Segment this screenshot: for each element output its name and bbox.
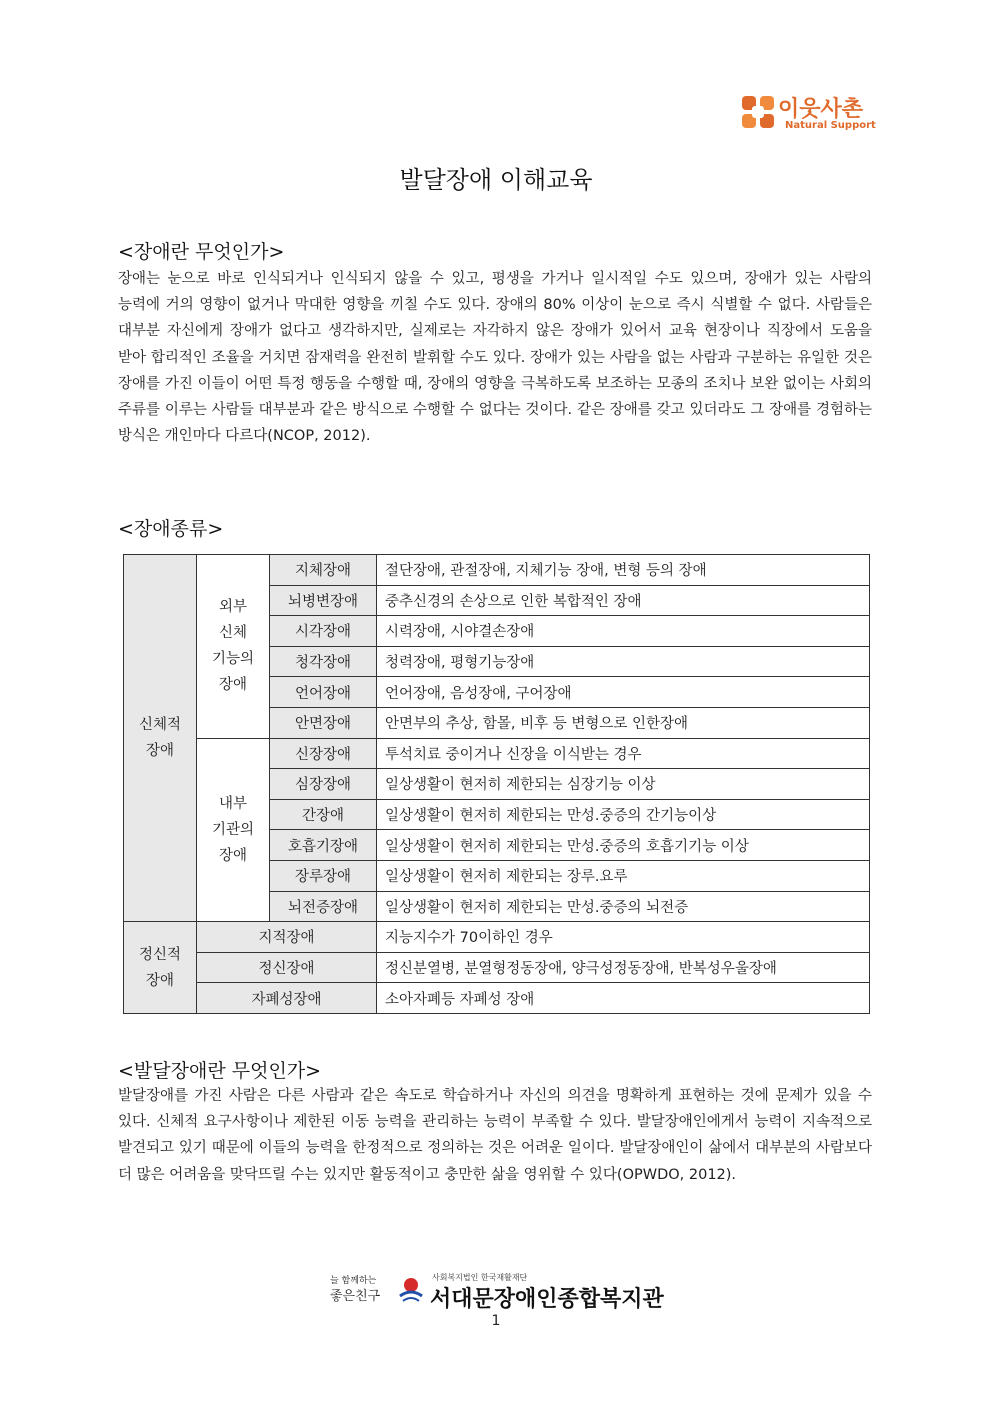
desc-cell: 절단장애, 관절장애, 지체기능 장애, 변형 등의 장애 [377, 555, 870, 586]
type-cell: 안면장애 [270, 707, 377, 738]
disability-types-table [123, 554, 870, 1014]
table-row [124, 983, 870, 1014]
desc-cell: 일상생활이 현저히 제한되는 만성.중증의 호흡기기능 이상 [377, 830, 870, 861]
slogan: 늘 함께하는 좋은친구 [330, 1276, 381, 1304]
page-number: 1 [491, 1313, 501, 1329]
section-heading-what-is-developmental-disability: <발달장애란 무엇인가> [118, 1060, 322, 1082]
desc-cell: 지능지수가 70이하인 경우 [377, 922, 870, 953]
desc-cell: 일상생활이 현저히 제한되는 만성.중증의 뇌전증 [377, 891, 870, 922]
table-row [124, 952, 870, 983]
desc-cell: 일상생활이 현저히 제한되는 만성.중증의 간기능이상 [377, 799, 870, 830]
section-heading-disability-types: <장애종류> [118, 518, 224, 540]
type-cell: 지적장애 [197, 922, 377, 953]
hands-logo-icon [740, 94, 776, 130]
header-logo [740, 92, 880, 138]
category-mental: 정신적 장애 [124, 922, 197, 1014]
type-cell: 호흡기장애 [270, 830, 377, 861]
table-row [124, 922, 870, 953]
type-cell: 지체장애 [270, 555, 377, 586]
desc-cell: 투석치료 중이거나 신장을 이식받는 경우 [377, 738, 870, 769]
desc-cell: 언어장애, 음성장애, 구어장애 [377, 677, 870, 708]
subcategory-internal: 내부 기관의 장애 [197, 738, 270, 922]
desc-cell: 안면부의 추상, 함몰, 비후 등 변형으로 인한장애 [377, 707, 870, 738]
type-cell: 뇌전증장애 [270, 891, 377, 922]
table-row [124, 555, 870, 586]
org-parent-name: 사회복지법인 한국재활재단 [432, 1273, 528, 1282]
category-physical: 신체적 장애 [124, 555, 197, 922]
type-cell: 장루장애 [270, 860, 377, 891]
type-cell: 정신장애 [197, 952, 377, 983]
table-row [124, 738, 870, 769]
type-cell: 뇌병변장애 [270, 585, 377, 616]
page-title: 발달장애 이해교육 [399, 166, 593, 194]
desc-cell: 정신분열병, 분열형정동장애, 양극성정동장애, 반복성우울장애 [377, 952, 870, 983]
org-name: 서대문장애인종합복지관 [430, 1287, 664, 1312]
type-cell: 신장장애 [270, 738, 377, 769]
desc-cell: 청력장애, 평형기능장애 [377, 646, 870, 677]
subcategory-external: 외부 신체 기능의 장애 [197, 555, 270, 739]
section-heading-what-is-disability: <장애란 무엇인가> [118, 241, 285, 263]
desc-cell: 소아자폐등 자폐성 장애 [377, 983, 870, 1014]
desc-cell: 중추신경의 손상으로 인한 복합적인 장애 [377, 585, 870, 616]
type-cell: 간장애 [270, 799, 377, 830]
section-text-what-is-developmental-disability: 발달장애를 가진 사람은 다른 사람과 같은 속도로 학습하거나 자신의 의견을 명확하게 표현하는 것에 문제가 있을 수 있다. 신체적 요구사항이나 제한된 이동 능력을 관리하는 능력이 부족할 수 있다. 발달장애인에게서 능력이 지속적으로 발견되고 있기 때문에 이들의 능력을 한정적으로 정의하는 것은 어려운 일이다. 발달장애인이 삶에서 대부분의 사람보다 더 많은 어려움을 맞닥뜨릴 수는 있지만 활동적이고 충만한 삶을 영위할 수 있다(OPWDO, 2012). [118, 1088, 873, 1183]
desc-cell: 시력장애, 시야결손장애 [377, 616, 870, 647]
type-cell: 자폐성장애 [197, 983, 377, 1014]
desc-cell: 일상생활이 현저히 제한되는 장루.요루 [377, 860, 870, 891]
footer-logo [330, 1270, 670, 1312]
organization-emblem-icon [396, 1274, 426, 1304]
type-cell: 언어장애 [270, 677, 377, 708]
desc-cell: 일상생활이 현저히 제한되는 심장기능 이상 [377, 769, 870, 800]
type-cell: 심장장애 [270, 769, 377, 800]
section-text-what-is-disability: 장애는 눈으로 바로 인식되거나 인식되지 않을 수 있고, 평생을 가거나 일시적일 수도 있으며, 장애가 있는 사람의 능력에 거의 영향이 없거나 막대한 영향을 끼칠 수도 있다. 장애의 80% 이상이 눈으로 즉시 식별할 수 없다. 사람들은 대부분 자신에게 장애가 없다고 생각하지만, 실제로는 자각하지 않은 장애가 있어서 교육 현장이나 직장에서 도움을 받아 합리적인 조율을 거치면 잠재력을 완전히 발휘할 수도 있다. 장애가 있는 사람을 없는 사람과 구분하는 유일한 것은 장애를 가진 이들이 어떤 특정 행동을 수행할 때, 장애의 영향을 극복하도록 보조하는 모종의 조치나 보완 없이는 사회의 주류를 이루는 사람들 대부분과 같은 방식으로 수행할 수 없다는 것이다. 같은 장애를 갖고 있더라도 그 장애를 경험하는 방식은 개인마다 다르다(NCOP, 2012). [118, 271, 872, 445]
brand-subtitle: Natural Support [785, 120, 876, 131]
brand-name: 이웃사촌 [778, 97, 864, 122]
type-cell: 시각장애 [270, 616, 377, 647]
type-cell: 청각장애 [270, 646, 377, 677]
